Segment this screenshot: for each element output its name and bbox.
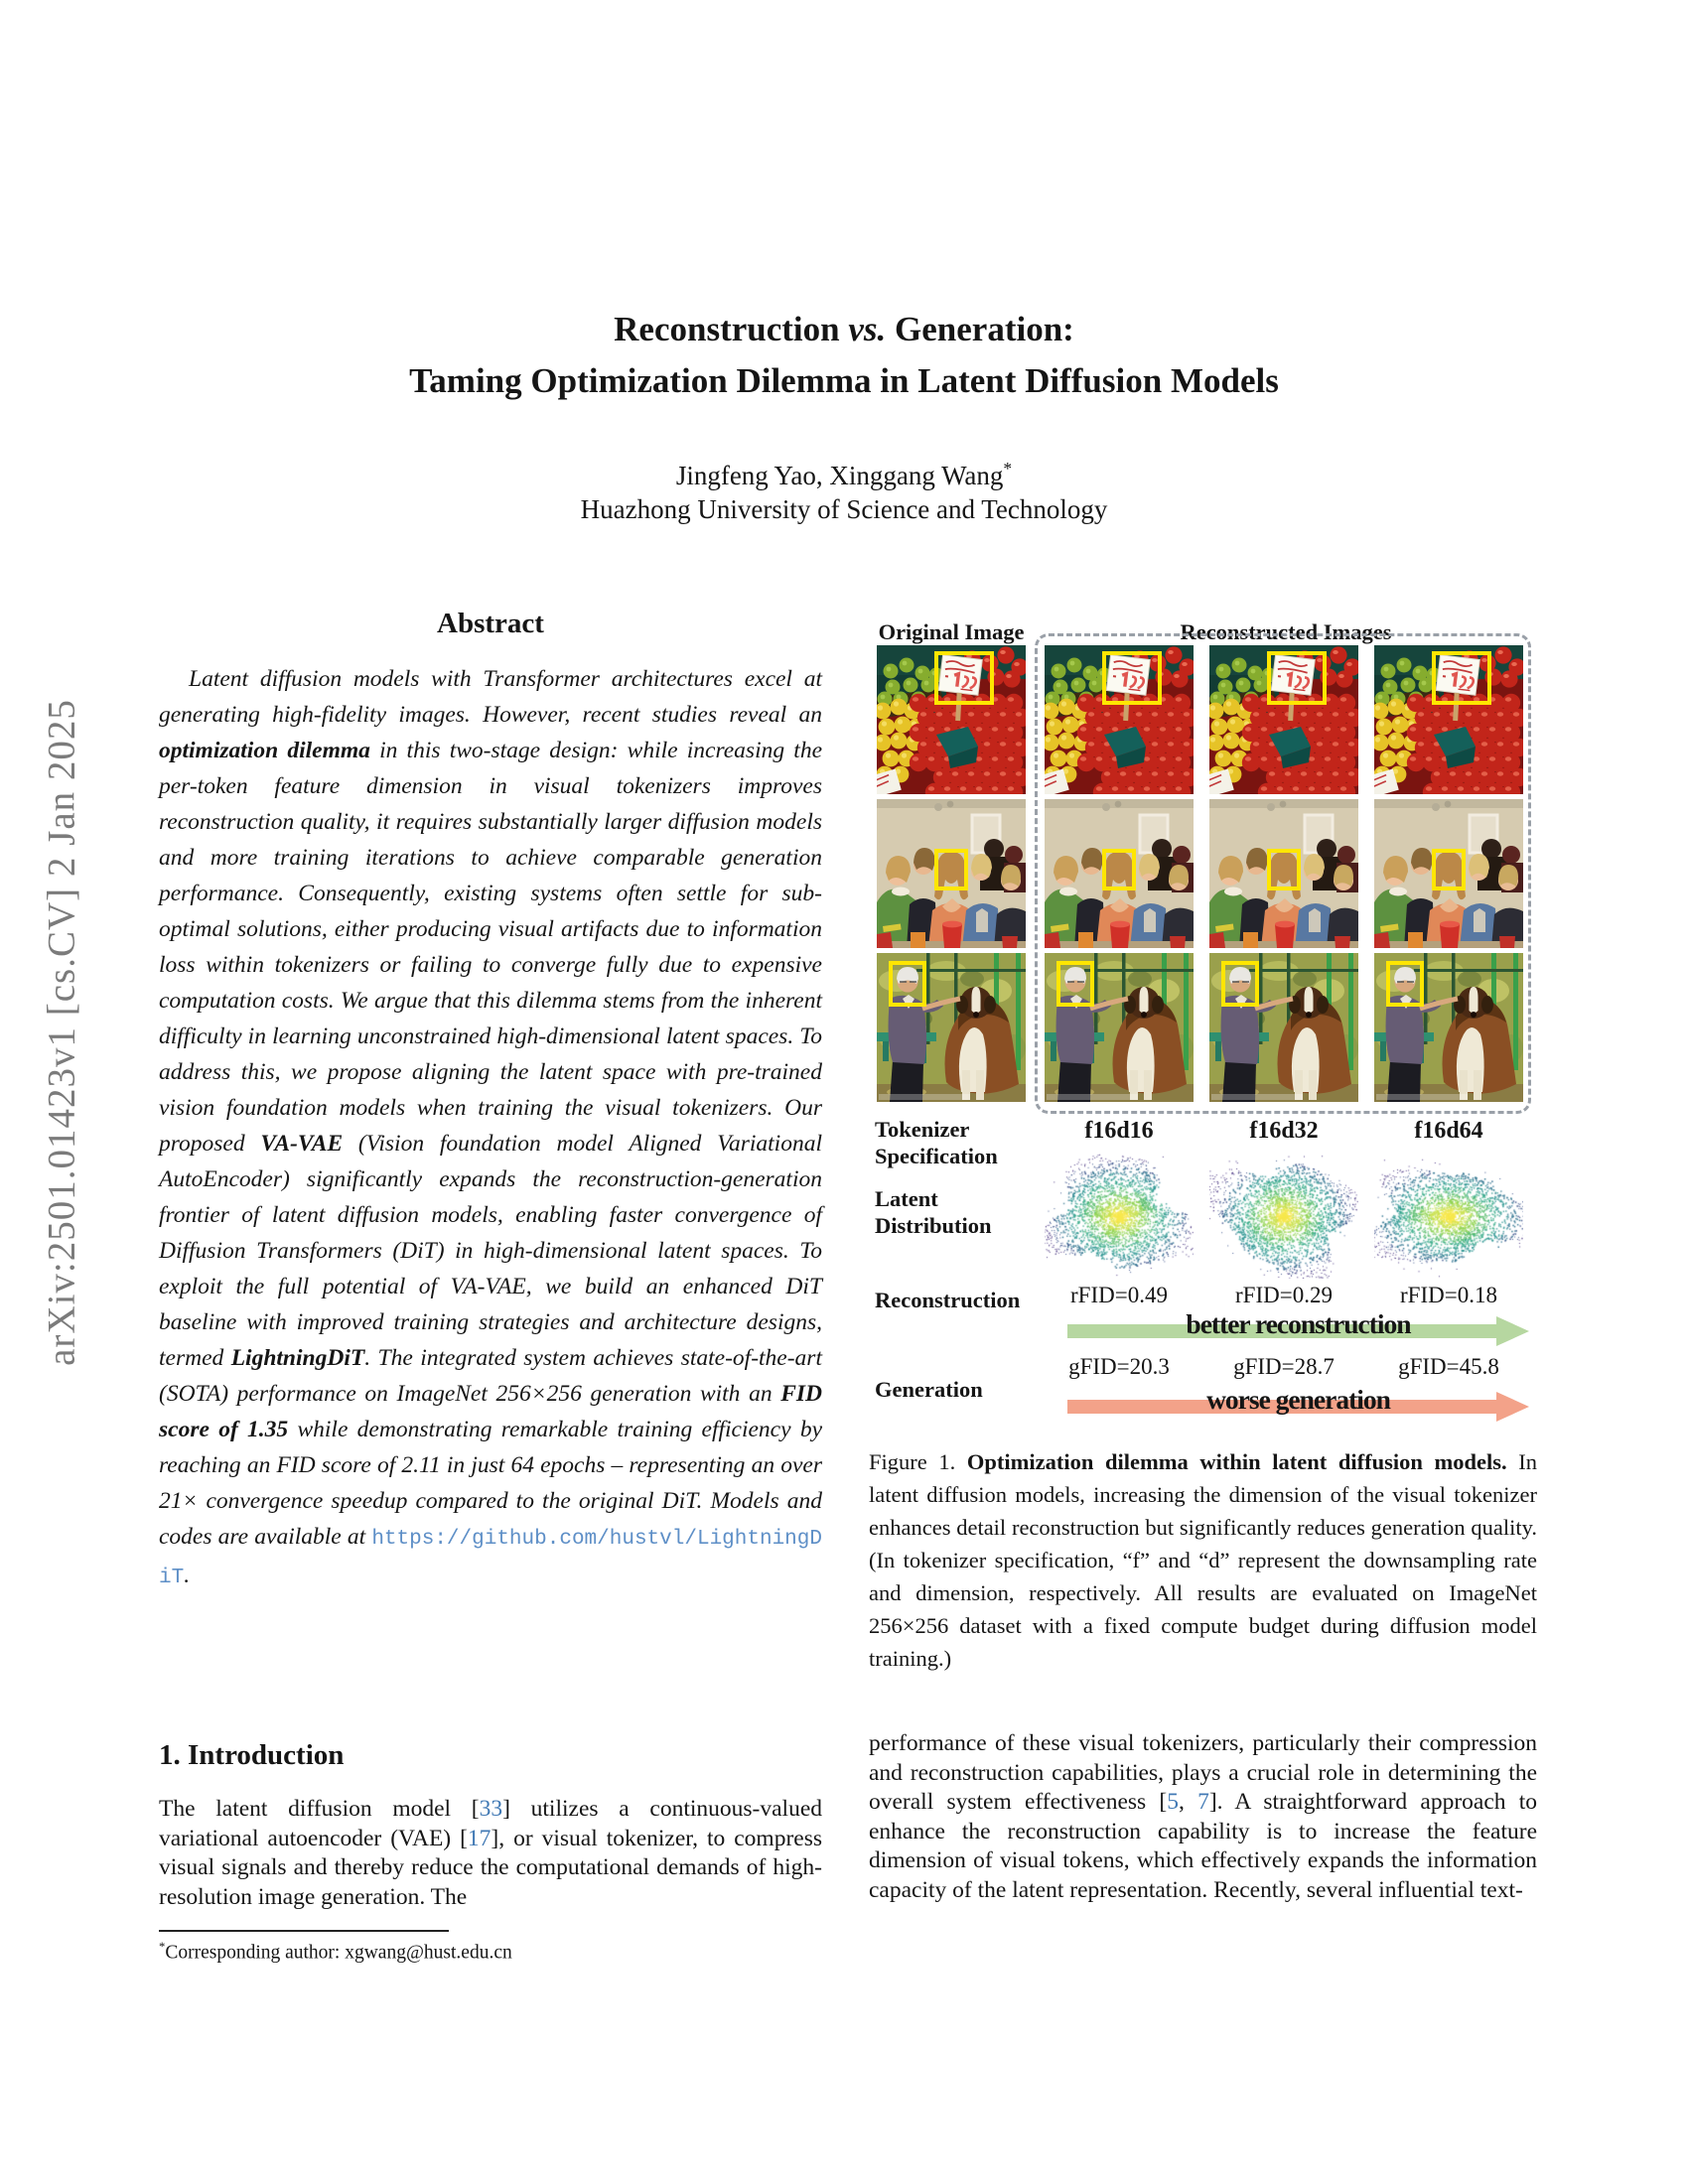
- original-group-photo-photo: [877, 799, 1026, 948]
- worse-generation-label: worse generation: [1206, 1384, 1390, 1415]
- footnote-rule: [159, 1930, 449, 1932]
- gfid-value-f16d32: gFID=28.7: [1233, 1354, 1335, 1379]
- section-heading-introduction: 1. Introduction: [159, 1739, 345, 1771]
- rfid-value-f16d16: rFID=0.49: [1070, 1283, 1168, 1307]
- author-names: Jingfeng Yao, Xinggang Wang*: [675, 459, 1013, 490]
- citation-link[interactable]: 33: [479, 1796, 503, 1822]
- reconstructed-man-with-dog-photo: [1209, 953, 1358, 1102]
- rfid-value-f16d64: rFID=0.18: [1400, 1283, 1497, 1307]
- github-link[interactable]: https://github.com/hustvl/LightningDiT: [159, 1528, 822, 1589]
- tokenizer-spec-f16d16: f16d16: [1084, 1118, 1154, 1144]
- row-label-latent-distribution: Latent Distribution: [875, 1186, 992, 1238]
- row-label-generation: Generation: [875, 1377, 983, 1402]
- row-label-reconstruction: Reconstruction: [875, 1288, 1021, 1312]
- abstract-text: Latent diffusion models with Transformer architectures excel at generating high-fidelity images. However, recent studies reveal an optimization dilemma in this two-stage design: while increasing the per-token feature dimension in visual tokenizers improves reconstruction quality, it requires substantially larger diffusion models and more training iterations to achieve comparable generation performance. Consequently, existing systems often settle for sub-optimal solutions, either producing visual artifacts due to information loss within tokenizers or failing to converge fully due to expensive computation costs. We argue that this dilemma stems from the inherent difficulty in learning unconstrained high-dimensional latent spaces. To address this, we propose aligning the latent space with pre-trained vision foundation models when training the visual tokenizers. Our proposed VA-VAE (Vision foundation model Aligned Variational AutoEncoder) significantly expands the reconstruction-generation frontier of latent diffusion models, enabling faster convergence of Diffusion Transformers (DiT) in high-dimensional latent spaces. To exploit the full potential of VA-VAE, we build an enhanced DiT baseline with improved training strategies and architecture designs, termed LightningDiT. The integrated system achieves state-of-the-art (SOTA) performance on ImageNet 256×256 generation with an FID score of 1.35 while demonstrating remarkable training efficiency by reaching an FID score of 2.11 in just 64 epochs – representing an over 21× convergence speedup compared to the original DiT. Models and codes are available at https://github.com/hustvl/LightningDiT.: [159, 666, 823, 1589]
- abstract-heading: Abstract: [437, 608, 544, 639]
- citation-link[interactable]: 17: [467, 1825, 492, 1851]
- reconstructed-group-photo-photo: [1045, 799, 1194, 948]
- better-reconstruction-label: better reconstruction: [1186, 1308, 1411, 1339]
- reconstructed-man-with-dog-photo: [1374, 953, 1523, 1102]
- figure-1: [869, 604, 1537, 1430]
- reconstructed-fruit-stand-photo: [1209, 645, 1358, 794]
- original-man-with-dog-photo: [877, 953, 1026, 1102]
- rfid-value-f16d32: rFID=0.29: [1235, 1283, 1333, 1307]
- latent-distribution-plot-f16d32: [1209, 1154, 1358, 1279]
- introduction-text: The latent diffusion model [33] utilizes a continuous-valued variational autoencoder (VAE) [17], or visual tokenizer, to compress visual signals and thereby reduce the computational demands of high-resolution image generation. The: [159, 1796, 822, 1910]
- gfid-value-f16d16: gFID=20.3: [1068, 1354, 1170, 1379]
- tokenizer-spec-f16d64: f16d64: [1414, 1118, 1483, 1144]
- paper-title-line1: Reconstruction vs. Generation:: [614, 310, 1074, 348]
- original-fruit-stand-photo: [877, 645, 1026, 794]
- reconstructed-man-with-dog-photo: [1045, 953, 1194, 1102]
- reconstructed-fruit-stand-photo: [1045, 645, 1194, 794]
- arxiv-stamp: arXiv:2501.01423v1 [cs.CV] 2 Jan 2025: [40, 699, 83, 1366]
- original-image-header: Original Image: [878, 619, 1025, 644]
- right-column-text: performance of these visual tokenizers, particularly their compression and reconstruction capabilities, plays a crucial role in determining the overall system effectiveness [5, 7]. A straightforward approach to enhance the reconstruction capability is to increase the feature dimension of visual tokens, which effectively expands the information capacity of the latent representation. Recently, several influential text-: [869, 1730, 1538, 1903]
- citation-link[interactable]: 7: [1197, 1789, 1209, 1815]
- row-label-tokenizer-specification: Tokenizer Specification: [875, 1117, 998, 1168]
- latent-distribution-plot-f16d64: [1374, 1154, 1523, 1279]
- citation-link[interactable]: 5: [1167, 1789, 1179, 1815]
- reconstructed-fruit-stand-photo: [1374, 645, 1523, 794]
- reconstructed-group-photo-photo: [1209, 799, 1358, 948]
- reconstructed-images-header: Reconstructed Images: [1180, 619, 1392, 644]
- affiliation: Huazhong University of Science and Technology: [580, 494, 1108, 524]
- latent-distribution-plot-f16d16: [1045, 1154, 1194, 1279]
- tokenizer-spec-f16d32: f16d32: [1249, 1118, 1319, 1144]
- reconstructed-group-photo-photo: [1374, 799, 1523, 948]
- footnote-text: *Corresponding author: xgwang@hust.edu.cn: [159, 1940, 512, 1964]
- paper-title-line2: Taming Optimization Dilemma in Latent Diffusion Models: [409, 361, 1279, 400]
- gfid-value-f16d64: gFID=45.8: [1398, 1354, 1499, 1379]
- figure-caption: Figure 1. Optimization dilemma within latent diffusion models. In latent diffusion models, increasing the dimension of the visual tokenizer enhances detail reconstruction but significantly reduces generation quality. (In tokenizer specification, “f” and “d” represent the downsampling rate and dimension, respectively. All results are evaluated on ImageNet 256×256 dataset with a fixed compute budget during diffusion model training.): [869, 1449, 1538, 1671]
